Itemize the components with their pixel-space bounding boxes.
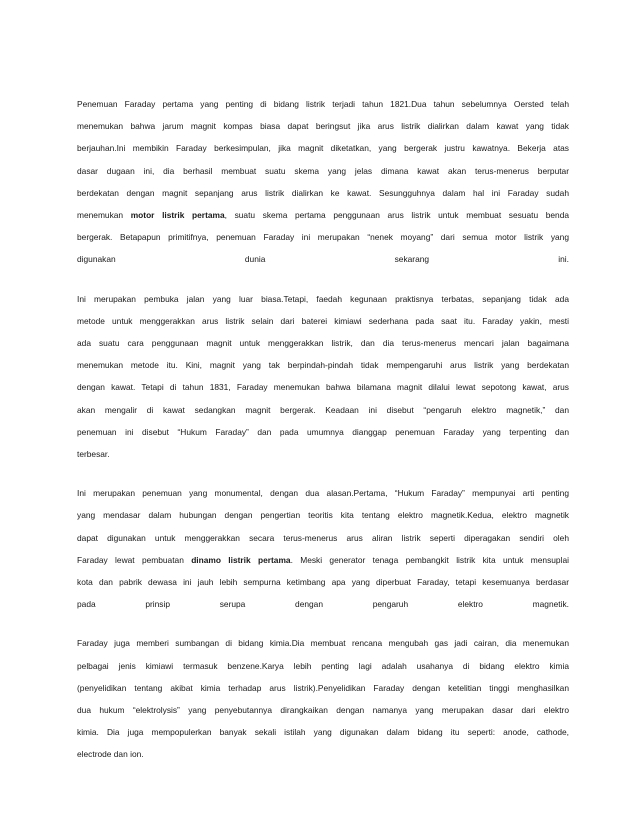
text-segment: akan mengalir di kawat sedangkan magnit bergerak. Keadaan ini disebut “pengaruh elektro magnetik,” dan <box>77 404 569 415</box>
text-segment: electrode dan ion. <box>77 749 144 760</box>
text-segment: Ini merupakan penemuan yang monumental, dengan dua alasan.Pertama, “Hukum Faraday” mempunyai arti penting <box>77 488 569 499</box>
text-line <box>77 593 569 615</box>
text-line <box>77 376 569 398</box>
text-line <box>77 115 569 137</box>
paragraph-1 <box>77 93 569 271</box>
text-segment: kimia. Dia juga mempopulerkan banyak sekali istilah yang digunakan dalam bidang itu seperti: anode, cathode, <box>77 727 569 738</box>
text-line <box>77 632 569 654</box>
text-segment: Ini merupakan pembuka jalan yang luar biasa.Tetapi, faedah kegunaan praktisnya terbatas, sepanjang tidak ada <box>77 293 569 304</box>
text-segment: (penyelidikan tentang akibat kimia terhadap arus listrik).Penyelidikan Faraday dengan ketelitian tinggi menghasilkan <box>77 682 569 693</box>
text-segment: dengan kawat. Tetapi di tahun 1831, Faraday menemukan bahwa bilamana magnit dilalui lewat sepotong kawat, arus <box>77 382 569 393</box>
text-line <box>77 137 569 159</box>
text-segment: menemukan <box>77 210 131 221</box>
text-segment: berdekatan dengan magnit sepanjang arus listrik dialirkan ke kawat. Sesungguhnya dalam hal ini Faraday sudah <box>77 187 569 198</box>
text-segment: digunakan dunia sekarang ini. <box>77 254 569 265</box>
text-segment: pada prinsip serupa dengan pengaruh elektro magnetik. <box>77 599 569 610</box>
text-segment: bergerak. Betapapun primitifnya, penemuan Faraday ini merupakan “nenek moyang” dari semua motor listrik yang <box>77 232 569 243</box>
text-line <box>77 332 569 354</box>
text-segment: dua hukum “elektrolysis” yang penyebutannya dirangkaikan dengan namanya yang merupakan dasar dari elektro <box>77 705 569 716</box>
text-line <box>77 482 569 504</box>
text-line <box>77 655 569 677</box>
bold-term: motor listrik pertama <box>130 210 225 221</box>
text-line <box>77 677 569 699</box>
paragraph-4 <box>77 632 569 765</box>
text-segment: metode untuk menggerakkan arus listrik selain dari baterei kimiawi sederhana pada saat itu. Faraday yakin, mesti <box>77 315 569 326</box>
text-line <box>77 93 569 115</box>
paragraph-3 <box>77 482 569 615</box>
text-segment: dapat digunakan untuk menggerakkan secara terus-menerus arus aliran listrik seperti diperagakan sendiri oleh <box>77 532 569 543</box>
text-segment: kota dan pabrik dewasa ini jauh lebih sempurna ketimbang apa yang diperbuat Faraday, tetapi kesemuanya berdasar <box>77 577 569 588</box>
text-line <box>77 160 569 182</box>
text-line <box>77 288 569 310</box>
text-line <box>77 182 569 204</box>
document-page <box>77 93 569 766</box>
text-segment: terbesar. <box>77 449 110 460</box>
paragraph-2 <box>77 288 569 466</box>
text-line <box>77 504 569 526</box>
text-line <box>77 527 569 549</box>
text-line <box>77 204 569 226</box>
text-segment: berjauhan.Ini membikin Faraday berkesimpulan, jika magnit diketatkan, yang bergerak justru kawatnya. Bekerja atas <box>77 143 569 154</box>
text-segment: penemuan ini disebut “Hukum Faraday” dan pada umumnya dianggap penemuan Faraday yang terpenting dan <box>77 426 569 437</box>
text-line <box>77 354 569 376</box>
text-segment: yang mendasar dalam hubungan dengan pengertian teoritis kita tentang elektro magnetik.Kedua, elektro magnetik <box>77 510 569 521</box>
paragraph-gap <box>77 465 569 482</box>
text-line <box>77 571 569 593</box>
text-segment: , suatu skema pertama penggunaan arus listrik untuk membuat sesuatu benda <box>224 210 569 221</box>
text-segment: dasar dugaan ini, dia berhasil membuat suatu skema yang jelas dimana kawat akan terus-menerus berputar <box>77 165 569 176</box>
text-line <box>77 421 569 443</box>
text-line <box>77 399 569 421</box>
text-line <box>77 248 569 270</box>
text-segment: . Meski generator tenaga pembangkit listrik kita untuk mensuplai <box>290 554 569 565</box>
text-segment: Penemuan Faraday pertama yang penting di bidang listrik terjadi tahun 1821.Dua tahun sebelumnya Oersted telah <box>77 99 569 109</box>
text-line <box>77 699 569 721</box>
text-line <box>77 310 569 332</box>
text-line <box>77 549 569 571</box>
text-segment: menemukan bahwa jarum magnit kompas biasa dapat beringsut jika arus listrik dialirkan dalam kawat yang tidak <box>77 121 569 132</box>
text-line <box>77 721 569 743</box>
paragraph-gap <box>77 615 569 632</box>
paragraph-gap <box>77 271 569 288</box>
text-line <box>77 443 569 465</box>
text-segment: menemukan metode itu. Kini, magnit yang tak berpindah-pindah tidak mempengaruhi arus listrik yang berdekatan <box>77 360 569 371</box>
text-line <box>77 226 569 248</box>
text-segment: ada suatu cara penggunaan magnit untuk menggerakkan listrik, dan dia terus-menerus mencari jalan bagaimana <box>77 338 569 349</box>
text-segment: Faraday lewat pembuatan <box>77 554 192 565</box>
bold-term: dinamo listrik pertama <box>191 554 291 565</box>
text-line <box>77 743 569 765</box>
text-segment: pelbagai jenis kimiawi termasuk benzene.Karya lebih penting lagi adalah usahanya di bidang elektro kimia <box>77 660 569 671</box>
text-segment: Faraday juga memberi sumbangan di bidang kimia.Dia membuat rencana mengubah gas jadi cairan, dia menemukan <box>77 638 569 649</box>
